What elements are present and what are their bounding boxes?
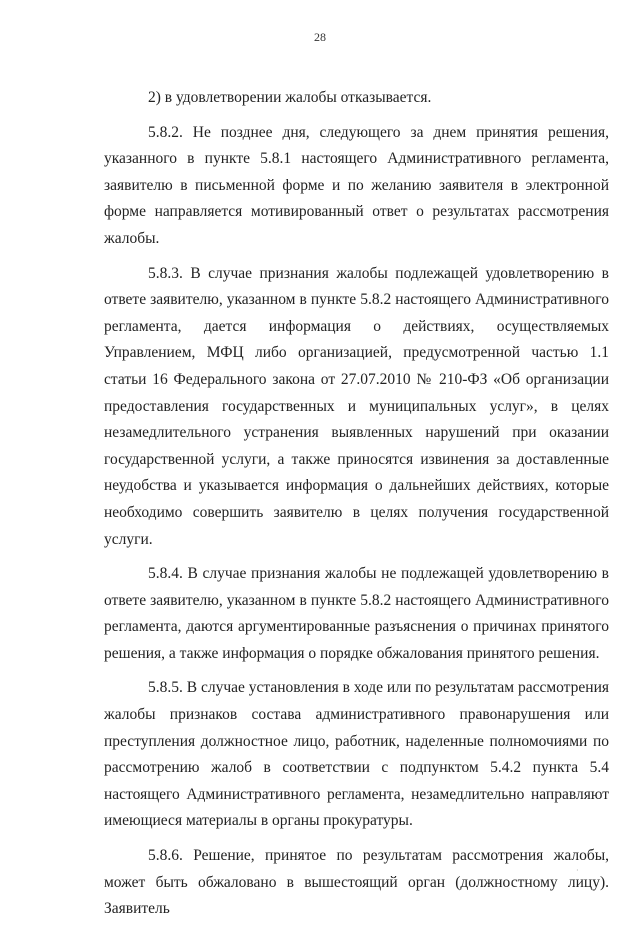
paragraph-refusal: 2) в удовлетворении жалобы отказывается.	[148, 89, 432, 106]
paragraph-5-8-6: 5.8.6. Решение, принятое по результатам рассмотрения жалобы, может быть обжаловано в вышестоящий орган (должностному лицу). Заявитель	[104, 847, 609, 918]
scan-speck: ·	[576, 866, 579, 875]
paragraph-5-8-5: 5.8.5. В случае установления в ходе или по результатам рассмотрения жалобы признаков состава административного правонарушения или преступления должностное лицо, работник, наделенные полномочиями по рассмотрению жалоб в соответствии с подпунктом 5.4.2 пункта 5.4 настоящего Административного регламента, незамедлительно направляют имеющиеся материалы в органы прокуратуры.	[104, 679, 609, 830]
page-number: 28	[314, 30, 326, 44]
paragraph-5-8-2: 5.8.2. Не позднее дня, следующего за днем принятия решения, указанного в пункте 5.8.1 настоящего Административного регламента, заявителю в письменной форме и по желанию заявителя в электронной форме направляется мотивированный ответ о результатах рассмотрения жалобы.	[104, 123, 609, 247]
paragraph-5-8-4: 5.8.4. В случае признания жалобы не подлежащей удовлетворению в ответе заявителю, указанном в пункте 5.8.2 настоящего Административного регламента, даются аргументированные разъяснения о причинах принятого решения, а также информация о порядке обжалования принятого решения.	[104, 565, 609, 662]
document-body	[104, 85, 609, 931]
paragraph-5-8-3: 5.8.3. В случае признания жалобы подлежащей удовлетворению в ответе заявителю, указанном в пункте 5.8.2 настоящего Административного регламента, дается информация о действиях, осуществляемых Управлением, МФЦ либо организацией, предусмотренной частью 1.1 статьи 16 Федерального закона от 27.07.2010 № 210-ФЗ «Об организации предоставления государственных и муниципальных услуг», в целях незамедлительного устранения выявленных нарушений при оказании государственной услуги, а также приносятся извинения за доставленные неудобства и указывается информация о дальнейших действиях, которые необходимо совершить заявителю в целях получения государственной услуги.	[104, 264, 609, 548]
